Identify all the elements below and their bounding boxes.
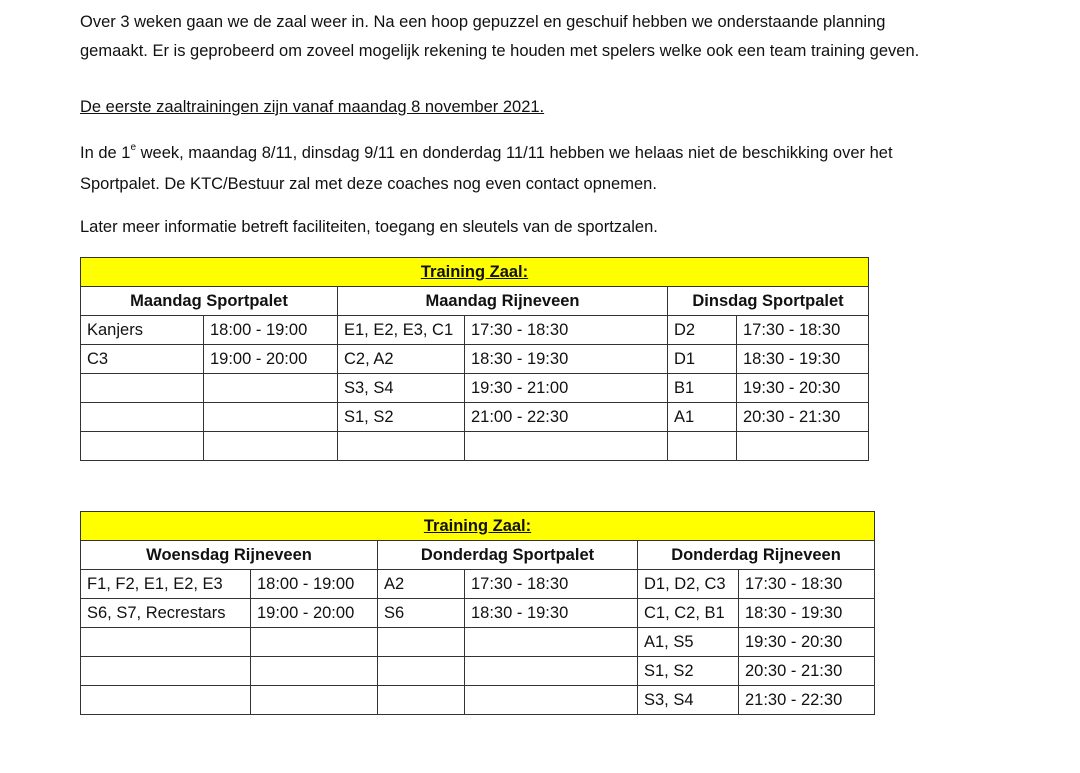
time-cell: 17:30 - 18:30	[465, 316, 668, 345]
team-cell	[81, 628, 251, 657]
schedule-table-2	[80, 511, 875, 715]
time-cell: 18:00 - 19:00	[204, 316, 338, 345]
day-location-header: Donderdag Rijneveen	[638, 541, 875, 570]
first-week-pre: In de 1	[80, 144, 131, 162]
time-cell	[465, 657, 638, 686]
team-cell	[81, 374, 204, 403]
team-cell: E1, E2, E3, C1	[338, 316, 465, 345]
time-cell: 17:30 - 18:30	[737, 316, 869, 345]
team-cell: C2, A2	[338, 345, 465, 374]
team-cell	[81, 432, 204, 461]
day-location-header: Maandag Rijneveen	[338, 287, 668, 316]
team-cell: F1, F2, E1, E2, E3	[81, 570, 251, 599]
time-cell	[251, 628, 378, 657]
team-cell: C3	[81, 345, 204, 374]
team-cell	[378, 628, 465, 657]
team-cell: Kanjers	[81, 316, 204, 345]
table-row	[81, 657, 875, 686]
first-week-note-line-2: Sportpalet. De KTC/Bestuur zal met deze coaches nog even contact opnemen.	[80, 175, 657, 193]
table-row	[81, 686, 875, 715]
time-cell: 18:00 - 19:00	[251, 570, 378, 599]
intro-line-1: Over 3 weken gaan we de zaal weer in. Na een hoop gepuzzel en geschuif hebben we onderstaande planning	[80, 13, 886, 31]
time-cell: 18:30 - 19:30	[465, 599, 638, 628]
team-cell	[338, 432, 465, 461]
team-cell: D1, D2, C3	[638, 570, 739, 599]
day-location-header: Maandag Sportpalet	[81, 287, 338, 316]
team-cell: S1, S2	[638, 657, 739, 686]
time-cell: 18:30 - 19:30	[465, 345, 668, 374]
team-cell	[378, 657, 465, 686]
table-row	[81, 432, 869, 461]
table-row	[81, 374, 869, 403]
header-row	[81, 287, 869, 316]
time-cell	[204, 374, 338, 403]
header-row	[81, 541, 875, 570]
day-location-header: Dinsdag Sportpalet	[668, 287, 869, 316]
team-cell: S1, S2	[338, 403, 465, 432]
table-title-text: Training Zaal:	[423, 516, 532, 535]
time-cell: 19:00 - 20:00	[251, 599, 378, 628]
table-row	[81, 599, 875, 628]
team-cell: A2	[378, 570, 465, 599]
team-cell: S6, S7, Recrestars	[81, 599, 251, 628]
title-row	[81, 258, 869, 287]
team-cell: D2	[668, 316, 737, 345]
time-cell: 19:30 - 21:00	[465, 374, 668, 403]
time-cell: 19:00 - 20:00	[204, 345, 338, 374]
team-cell	[81, 686, 251, 715]
time-cell: 18:30 - 19:30	[739, 599, 875, 628]
team-cell: D1	[668, 345, 737, 374]
day-location-header: Donderdag Sportpalet	[378, 541, 638, 570]
time-cell: 17:30 - 18:30	[739, 570, 875, 599]
table-row	[81, 628, 875, 657]
time-cell: 18:30 - 19:30	[737, 345, 869, 374]
table-title	[81, 258, 869, 287]
team-cell: A1	[668, 403, 737, 432]
first-week-post: week, maandag 8/11, dinsdag 9/11 en donderdag 11/11 hebben we helaas niet de beschikking over het	[136, 144, 893, 162]
time-cell: 19:30 - 20:30	[737, 374, 869, 403]
team-cell	[378, 686, 465, 715]
time-cell	[251, 657, 378, 686]
day-location-header: Woensdag Rijneveen	[81, 541, 378, 570]
table-row	[81, 403, 869, 432]
time-cell: 20:30 - 21:30	[737, 403, 869, 432]
team-cell: S6	[378, 599, 465, 628]
team-cell: S3, S4	[638, 686, 739, 715]
intro-line-2: gemaakt. Er is geprobeerd om zoveel mogelijk rekening te houden met spelers welke ook een team training geven.	[80, 42, 920, 60]
time-cell	[465, 686, 638, 715]
title-row	[81, 512, 875, 541]
time-cell	[465, 628, 638, 657]
start-date-note: De eerste zaaltrainingen zijn vanaf maandag 8 november 2021.	[80, 98, 545, 116]
table-title	[81, 512, 875, 541]
time-cell: 19:30 - 20:30	[739, 628, 875, 657]
table-title-text: Training Zaal:	[420, 262, 529, 281]
time-cell	[204, 403, 338, 432]
table-row	[81, 345, 869, 374]
team-cell	[81, 403, 204, 432]
time-cell	[737, 432, 869, 461]
first-week-note	[80, 138, 893, 168]
schedule-table-1	[80, 257, 869, 461]
time-cell: 17:30 - 18:30	[465, 570, 638, 599]
time-cell: 20:30 - 21:30	[739, 657, 875, 686]
later-info-note: Later meer informatie betreft faciliteiten, toegang en sleutels van de sportzalen.	[80, 218, 658, 236]
time-cell: 21:00 - 22:30	[465, 403, 668, 432]
team-cell: B1	[668, 374, 737, 403]
team-cell: S3, S4	[338, 374, 465, 403]
time-cell	[465, 432, 668, 461]
team-cell: C1, C2, B1	[638, 599, 739, 628]
team-cell	[81, 657, 251, 686]
team-cell	[668, 432, 737, 461]
team-cell: A1, S5	[638, 628, 739, 657]
first-week-sup: e	[130, 141, 137, 153]
time-cell: 21:30 - 22:30	[739, 686, 875, 715]
time-cell	[251, 686, 378, 715]
table-row	[81, 316, 869, 345]
time-cell	[204, 432, 338, 461]
table-row	[81, 570, 875, 599]
